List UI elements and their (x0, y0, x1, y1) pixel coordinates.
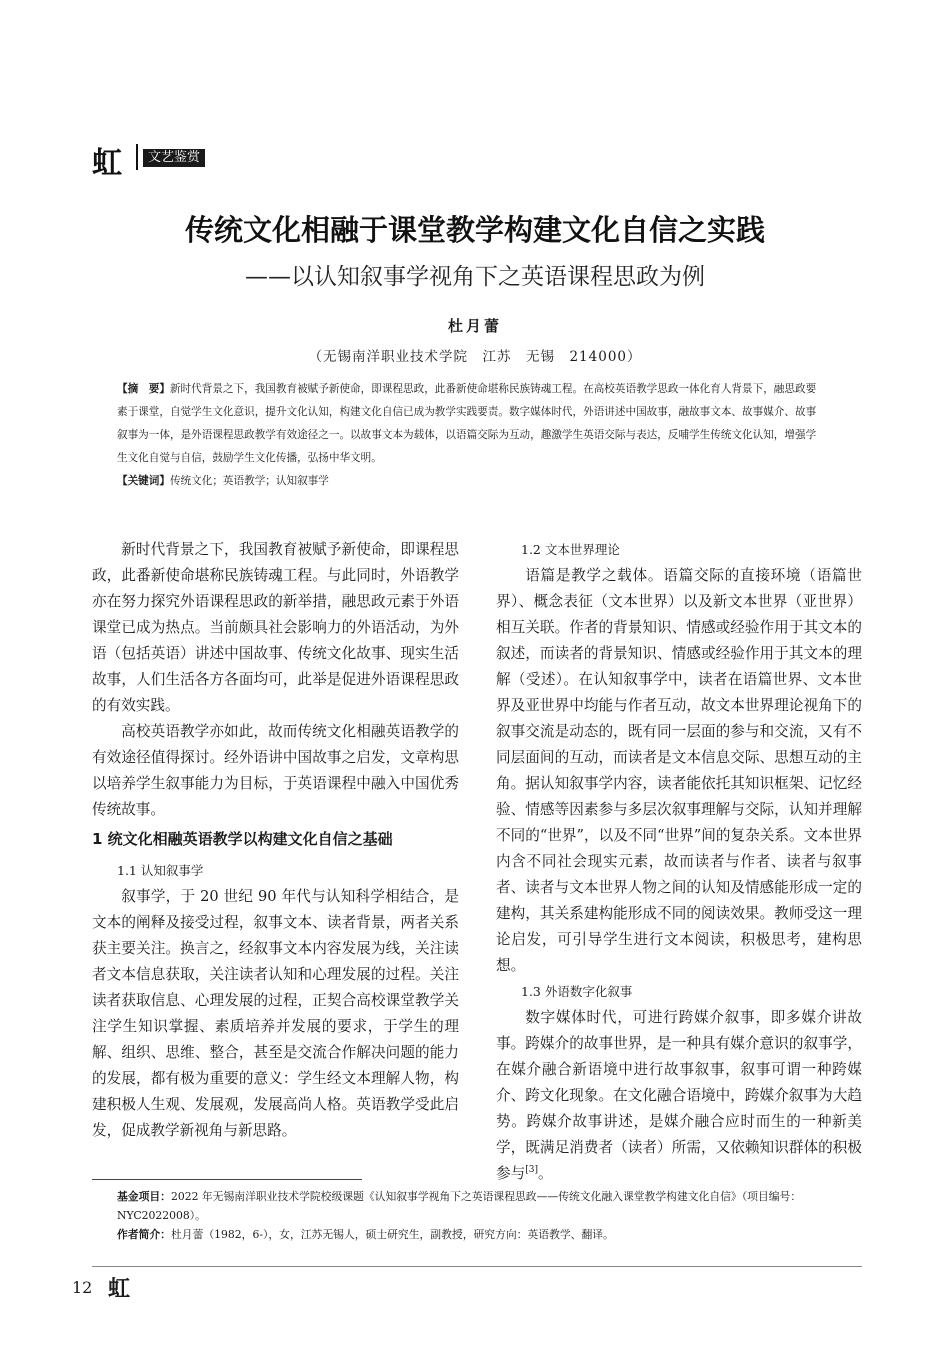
footer-rule (92, 1266, 862, 1267)
page-number: 12 (72, 1278, 93, 1297)
subsection-heading: 1.1 认知叙事学 (117, 863, 204, 878)
abstract (117, 378, 817, 470)
author-name: 杜月蕾 (447, 317, 502, 335)
abstract-label: 【摘 要】 (117, 383, 170, 395)
paragraph: 叙事学，于 20 世纪 90 年代与认知科学相结合，是文本的阐释及接受过程，叙事文本、读者背景，两者关系获主要关注。换言之，经叙事文本内容发展为线，关注读者文本信息获取，关注读者认知和心理发展的过程。关注读者获取信息、心理发展的过程，正契合高校课堂教学关注学生知识掌握、素质培养并发展的要求，于学生的理解、组织、思维、整合，甚至是交流合作解决问题的能力的发展，都有极为重要的意义：学生经文本理解人物，构建积极人生观、发展观，发展高尚人格。英语教学受此启发，促成教学新视角与新思路。 (92, 888, 459, 1139)
article-title: 传统文化相融于课堂教学构建文化自信之实践 (184, 213, 765, 247)
keywords (117, 470, 817, 493)
journal-logo: 虹 (92, 146, 122, 181)
abstract-block (117, 378, 817, 493)
section-tag: 文艺鉴赏 (143, 149, 205, 167)
author-bio-text: 杜月蕾（1982，6-），女，江苏无锡人，硕士研究生，副教授，研究方向：英语教学、翻译。 (170, 1228, 614, 1241)
subsection-heading: 1.2 文本世界理论 (521, 542, 620, 557)
subsection-heading: 1.3 外语数字化叙事 (521, 984, 633, 999)
footer-logo: 虹 (108, 1276, 131, 1302)
fund-label: 基金项目： (117, 1190, 171, 1203)
keywords-label: 【关键词】 (117, 475, 170, 487)
citation: [3] (525, 1165, 538, 1176)
author-note (117, 1225, 857, 1244)
paragraph-text: 数字媒体时代，可进行跨媒介叙事，即多媒介讲故事。跨媒介的故事世界，是一种具有媒介意识的叙事学，在媒介融合新语境中进行故事叙事，叙事可谓一种跨媒介、跨文化现象。在文化融合语境中，跨媒介叙事为大趋势。跨媒介故事讲述，是媒介融合应时而生的一种新美学，既满足消费者（读者）所需，又依赖知识群体的积极参与 (496, 1009, 862, 1182)
fund-note (117, 1187, 857, 1225)
paragraph-end: 。 (537, 1165, 553, 1182)
paragraph (496, 1005, 862, 1187)
author-bio-label: 作者简介： (117, 1228, 171, 1241)
paragraph: 高校英语教学亦如此，故而传统文化相融英语教学的有效途径值得探讨。经外语讲中国故事之启发，文章构思以培养学生叙事能力为目标，于英语课程中融入中国优秀传统故事。 (92, 723, 459, 818)
footnotes (117, 1187, 857, 1244)
footnote-divider (92, 1179, 362, 1180)
paragraph: 新时代背景之下，我国教育被赋予新使命，即课程思政，此番新使命堪称民族铸魂工程。与此同时，外语教学亦在努力探究外语课程思政的新举措，融思政元素于外语课堂已成为热点。当前颇具社会影响力的外语活动，为外语（包括英语）讲述中国故事、传统文化故事、现实生活故事，人们生活各方各面均可，此举是促进外语课程思政的有效实践。 (92, 541, 459, 714)
fund-text: 2022 年无锡南洋职业技术学院校级课题《认知叙事学视角下之英语课程思政——传统文化融入课堂教学构建文化自信》（项目编号：NYC2022008）。 (117, 1190, 802, 1222)
affiliation: （无锡南洋职业技术学院 江苏 无锡 214000） (308, 349, 642, 365)
paragraph: 语篇是教学之载体。语篇交际的直接环境（语篇世界）、概念表征（文本世界）以及新文本世界（亚世界）相互关联。作者的背景知识、情感或经验作用于其文本的叙述，而读者的背景知识、情感或经验作用于其文本的理解（受述）。在认知叙事学中，读者在语篇世界、文本世界及亚世界中均能与作者互动，故文本世界理论视角下的叙事交流是动态的，既有同一层面的参与和交流，又有不同层面间的互动，而读者是文本信息交际、思想互动的主角。据认知叙事学内容，读者能依托其知识框架、记忆经验、情感等因素参与多层次叙事理解与交际，认知并理解不同的“世界”，以及不同“世界”间的复杂关系。文本世界内含不同社会现实元素，故而读者与作者、读者与叙事者、读者与文本世界人物之间的认知及情感能形成一定的建构，其关系建构能形成不同的阅读效果。教师受这一理论启发，可引导学生进行文本阅读，积极思考，建构思想。 (496, 567, 862, 974)
article-subtitle: ——以认知叙事学视角下之英语课程思政为例 (245, 264, 705, 290)
abstract-text: 新时代背景之下，我国教育被赋予新使命，即课程思政，此番新使命堪称民族铸魂工程。在高校英语教学思政一体化育人背景下，融思政要素于课堂，自觉学生文化意识，提升文化认知，构建文化自信已成为教学实践要责。数字媒体时代，外语讲述中国故事，融故事文本、故事媒介、故事叙事为一体，是外语课程思政教学有效途径之一。以故事文本为载体，以语篇交际为互动，趣激学生英语交际与表达，反哺学生传统文化认知，增强学生文化自觉与自信，鼓励学生文化传播，弘扬中华文明。 (117, 383, 817, 464)
body-column-left (92, 537, 459, 1144)
body-column-right (496, 537, 862, 1187)
header-divider (136, 144, 138, 170)
section-heading: 1 统文化相融英语教学以构建文化自信之基础 (92, 830, 393, 848)
keywords-text: 传统文化；英语教学；认知叙事学 (169, 475, 329, 487)
